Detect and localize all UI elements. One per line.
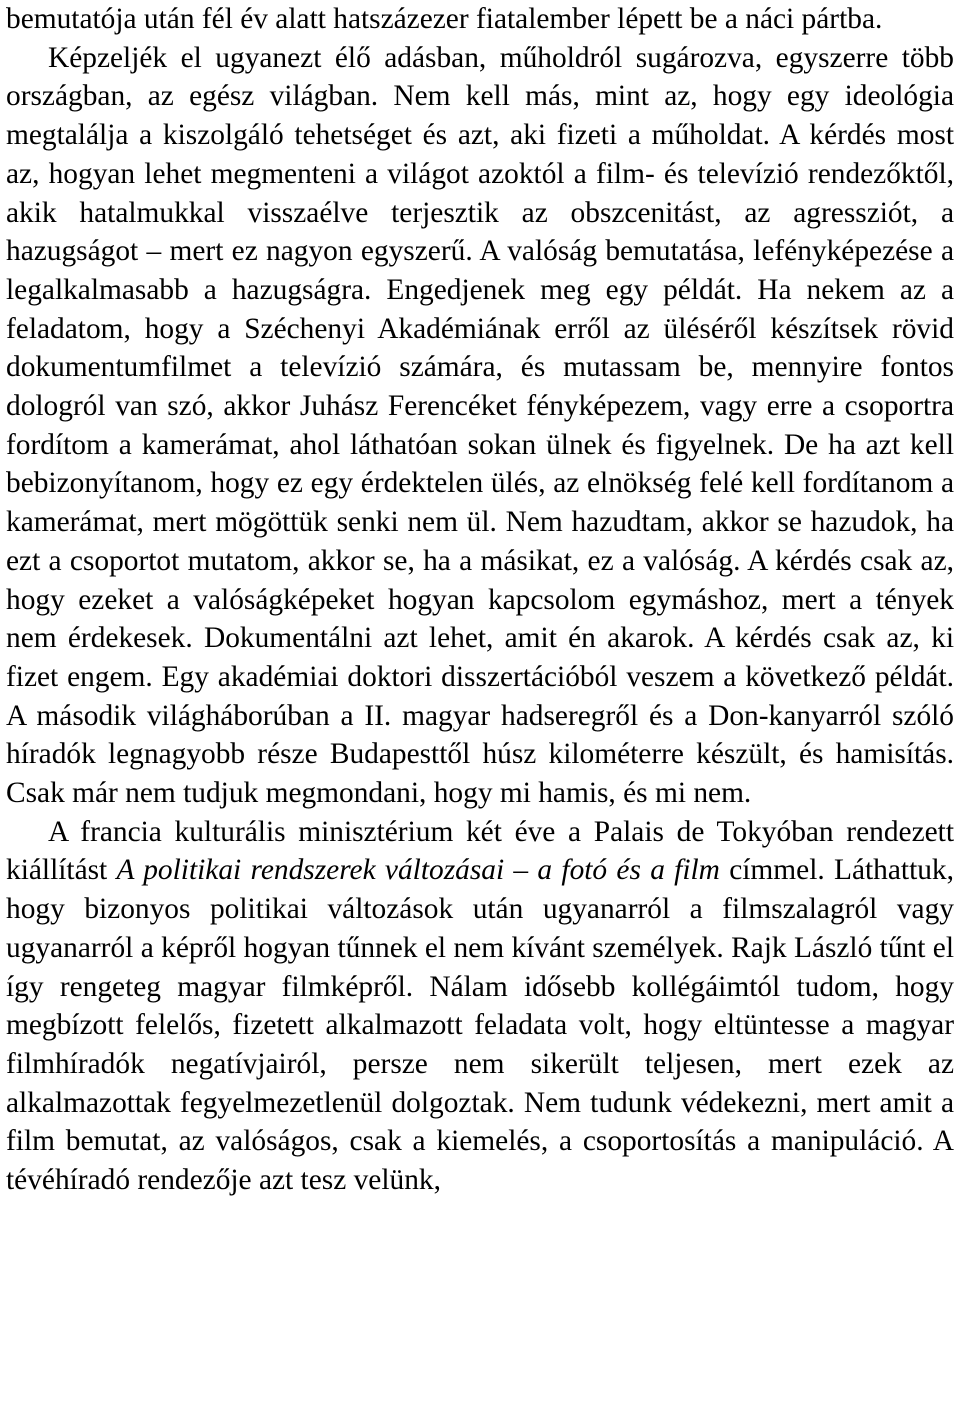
document-page [6,0,954,1200]
paragraph-exhibition-body: címmel. Láthattuk, hogy bizonyos politikai változások után ugyanarról a filmszalagról vagy ugyanarról a képről hogyan tűnnek el nem kívánt személyek. Rajk László tűnt el így rengeteg magyar filmképről. Nálam idősebb kollégáimtól tudom, hogy megbízott felelős, fizetett alkalmazott feladata volt, hogy eltüntesse a magyar filmhíradók negatívjairól, persze nem sikerült teljesen, mert ezek az alkalmazottak fegyelmezetlenül dolgoztak. Nem tudunk védekezni, mert amit a film bemutat, az valóságos, csak a kiemelés, a csoportosítás a manipuláció. A tévéhíradó rendezője azt tesz velünk, [6,854,954,1197]
paragraph-satellite: Képzeljék el ugyanezt élő adásban, műholdról sugározva, egyszerre több országban, az egész világban. Nem kell más, mint az, hogy egy ideológia megtalálja a kiszolgáló tehetséget és azt, aki fizeti a műholdat. A kérdés most az, hogyan lehet megmenteni a világot azoktól a film- és televízió rendezőktől, akik hatalmukkal visszaélve terjesztik az obszcenitást, az agressziót, a hazugságot – mert ez nagyon egyszerű. A valóság bemutatása, lefényképezése a legalkalmasabb a hazugságra. Engedjenek meg egy példát. Ha nekem az a feladatom, hogy a Széchenyi Akadémiának erről az üléséről készítsek rövid dokumentumfilmet a televízió számára, és mutassam be, mennyire fontos dologról van szó, akkor Juhász Ferencéket fényképezem, vagy erre a csoportra fordítom a kamerámat, ahol láthatóan sokan ülnek és figyelnek. De ha azt kell bebizonyítanom, hogy ez egy érdektelen ülés, az elnökség felé kell fordítanom a kamerámat, mert mögöttük senki nem ül. Nem hazudtam, akkor se hazudok, ha ezt a csoportot mutatom, akkor se, ha a másikat, ez a valóság. A kérdés csak az, hogy ezeket a valóságképeket hogyan kapcsolom egymáshoz, mert a tények nem érdekesek. Dokumentálni azt lehet, amit én akarok. A kérdés csak az, ki fizet engem. Egy akadémiai doktori disszertációból veszem a következő példát. A második világháborúban a II. magyar hadseregről és a Don-kanyarról szóló híradók legnagyobb része Budapesttől húsz kilométerre készült, és hamisítás. Csak már nem tudjuk megmondani, hogy mi hamis, és mi nem. [6,41,954,810]
paragraph-exhibition-intro: A francia kulturális minisztérium két éve a Palais de Tokyóban rendezett kiállítást [6,815,954,887]
paragraph-exhibition [6,813,954,1200]
exhibition-title: A politikai rendszerek változásai – a fotó és a film [116,854,720,887]
paragraph-continuation: bemutatója után fél év alatt hatszázezer fiatalember lépett be a náci pártba. [6,3,883,35]
